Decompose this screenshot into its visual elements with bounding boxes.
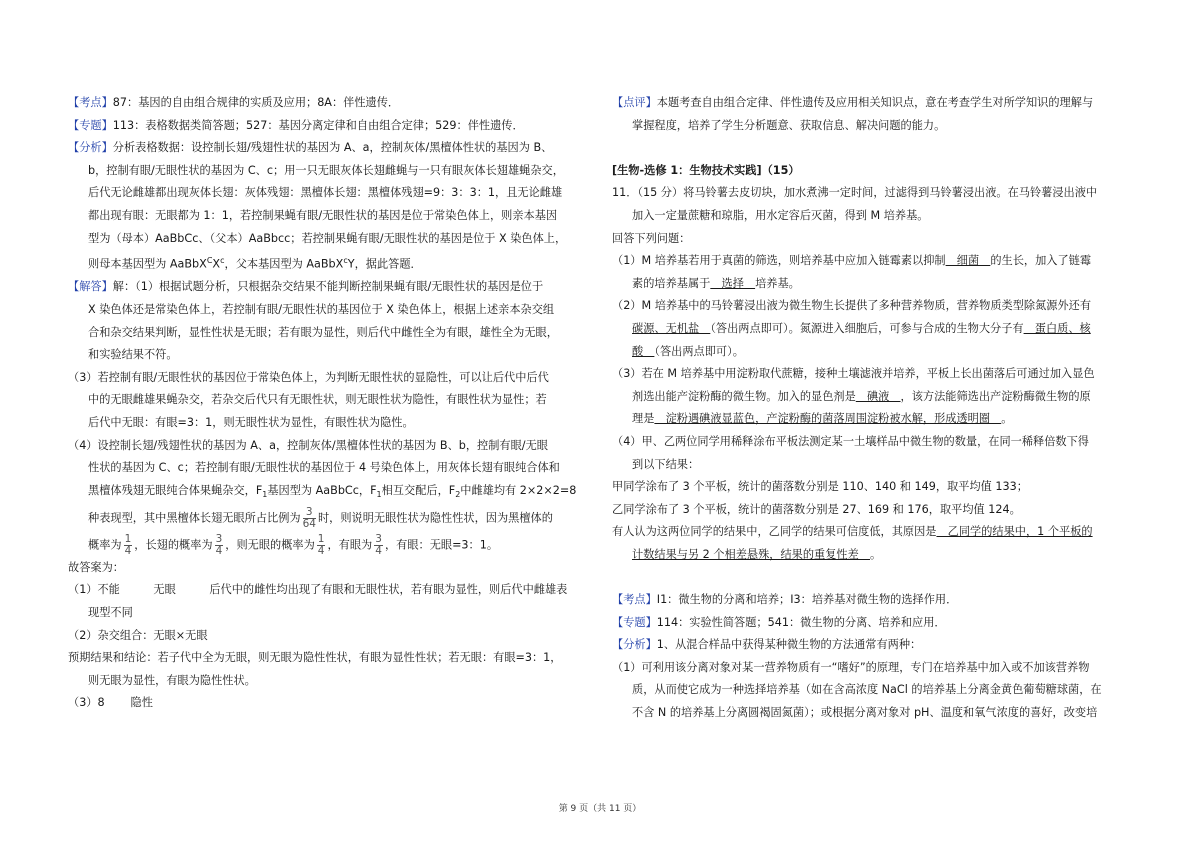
jieda-line	[68, 276, 598, 299]
text-run: 培养基。	[755, 276, 800, 290]
text-line: 乙同学涂布了 3 个平板，统计的菌落数分别是 27、169 和 176，取平均值 124。	[612, 502, 1021, 516]
text-line: （4）设控制长翅/残翅性状的基因为 A、a，控制灰体/黑檀体性状的基因为 B、b，控制有眼/无眼	[68, 438, 548, 452]
superscript: c	[220, 256, 225, 266]
section-heading: [生物-选修 1：生物技术实践]（15）	[612, 163, 800, 177]
answer-line	[612, 318, 1132, 341]
text-run: （答出两点即可）。氮源进入细胞后，可参与合成的生物大分子有	[710, 321, 1024, 335]
text-run: （1）M 培养基若用于真菌的筛选，则培养基中应加入链霉素以抑制	[612, 254, 946, 268]
numerator: 1	[124, 532, 132, 545]
text-line: 不含 N 的培养基上分离圆褐固氮菌）；或根据分离对象对 pH、温度和氧气浓度的喜好，改变培	[632, 706, 1098, 720]
fraction	[374, 534, 383, 557]
text-line: （3）若在 M 培养基中用淀粉取代蔗糖，接种土壤滤液并培养，平板上长出菌落后可通过加入显色	[612, 367, 1095, 381]
text-line: 和实验结果不符。	[88, 348, 178, 362]
fraction	[124, 534, 133, 557]
text-run: 的生长，加入了链霉	[990, 254, 1092, 268]
text-line: （4）甲、乙两位同学用稀释涂布平板法测定某一土壤样品中微生物的数量，在同一稀释倍数下得	[612, 434, 1089, 448]
question-stem: 11．（15 分）将马铃薯去皮切块，加水煮沸一定时间，过滤得到马铃薯浸出液。在马铃薯浸出液中	[612, 186, 1098, 200]
text-line: 合和杂交结果判断，显性性状是无眼；若有眼为显性，则后代中雌性全为有眼，雄性全为无眼，	[88, 325, 558, 339]
text-line: I1：微生物的分离和培养；I3：培养基对微生物的选择作用．	[656, 593, 958, 607]
denominator: 4	[215, 544, 223, 557]
section-tag-jieda: 【解答】	[68, 280, 113, 294]
text-line: 甲同学涂布了 3 个平板，统计的菌落数分别是 110、140 和 149，取平均值 133；	[612, 480, 1028, 494]
text-line: 则无眼为显性，有眼为隐性性状。	[88, 673, 256, 687]
text-run: 则母本基因型为 AaBbX	[88, 257, 207, 271]
kaodian-line	[68, 92, 598, 115]
text-line: 114：实验性简答题；541：微生物的分离、培养和应用．	[656, 615, 946, 629]
text-run: 相互交配后，F	[381, 483, 456, 497]
zhuanti-line	[68, 115, 598, 138]
numerator: 1	[317, 532, 325, 545]
text-run: ，有眼：无眼=3：1。	[384, 538, 499, 552]
section-tag-zhuanti: 【专题】	[612, 615, 657, 629]
spacer	[612, 137, 1132, 160]
superscript: c	[343, 256, 348, 266]
answer-blank: 乙同学的结果中，1 个平板的	[936, 525, 1093, 539]
text-line: 后代无论雌雄都出现灰体长翅：灰体残翅：黑檀体长翅：黑檀体残翅=9：3：3：1，且无论雌雄	[88, 186, 563, 200]
genotype-line	[68, 250, 598, 276]
zhuanti-line	[612, 612, 1132, 635]
text-line: 性状的基因为 C、c；若控制有眼/无眼性状的基因位于 4 号染色体上，用灰体长翅有眼纯合体和	[88, 461, 560, 475]
subscript: 1	[376, 490, 382, 500]
text-line: 中的无眼雌雄果蝇杂交，若杂交后代只有无眼性状，则无眼性状为隐性，有眼性状为显性；若	[88, 393, 547, 407]
section-tag-zhuanti: 【专题】	[68, 118, 113, 132]
text-line: 都出现有眼：无眼都为 1：1，若控制果蝇有眼/无眼性状的基因是位于常染色体上，则亲本基因	[88, 208, 558, 222]
text-line: （3）若控制有眼/无眼性状的基因位于常染色体上，为判断无眼性状的显隐性，可以让后代中后代	[68, 370, 549, 384]
answer-line	[612, 544, 1132, 567]
text-line: 掌握程度，培养了学生分析题意、获取信息、解决问题的能力。	[632, 118, 946, 132]
answer-line	[612, 386, 1132, 409]
text-line: （1）不能 无眼 后代中的雌性均出现了有眼和无眼性状，若有眼为显性，则后代中雌雄表	[68, 583, 568, 597]
text-line: b，控制有眼/无眼性状的基因为 C、c；用一只无眼灰体长翅雌蝇与一只有眼灰体长翅雄蝇杂交，	[88, 163, 564, 177]
answer-line	[612, 250, 1132, 273]
text-run: ，父本基因型为 AaBbX	[224, 257, 344, 271]
text-line: 加入一定量蔗糖和琼脂，用水定容后灭菌，得到 M 培养基。	[632, 208, 929, 222]
text-run: 素的培养基属于	[632, 276, 711, 290]
denominator: 4	[375, 544, 382, 557]
text-line: 87：基因的自由组合规律的实质及应用；8A：伴性遗传．	[112, 96, 400, 109]
text-line: （1）可利用该分离对象对某一营养物质有一“嗜好”的原理，专门在培养基中加入或不加该营养物	[612, 660, 1090, 674]
fraction	[317, 534, 326, 557]
fraction	[303, 507, 316, 530]
section-tag-fenxi: 【分析】	[612, 638, 657, 652]
section-tag-dianping: 【点评】	[612, 96, 657, 109]
text-run: 剂选出能产淀粉酶的微生物。加入的显色剂是	[632, 389, 856, 403]
section-tag-kaodian: 【考点】	[612, 593, 657, 607]
text-run: ，有眼为	[327, 538, 373, 552]
answer-line	[612, 408, 1132, 431]
subscript: 1	[262, 490, 268, 500]
text-run: 中雌雄均有 2×2×2=8	[460, 483, 577, 497]
text-line: 预期结果和结论：若子代中全为无眼，则无眼为隐性性状，有眼为显性性状；若无眼：有眼=3：1，	[68, 651, 562, 665]
text-run: ，该方法能筛选出产淀粉酶微生物的原	[900, 389, 1091, 403]
answer-blank: 选择	[710, 276, 756, 290]
denominator: 4	[124, 544, 132, 557]
f-generation-line	[68, 480, 598, 507]
subscript: 2	[455, 490, 461, 500]
fenxi-line	[68, 137, 598, 160]
numerator: 3	[215, 532, 223, 545]
text-line: 现型不同	[88, 606, 133, 620]
text-line: X 染色体还是常染色体上，若控制有眼/无眼性状的基因位于 X 染色体上，根据上述亲本杂交组	[88, 303, 555, 317]
text-run: X	[212, 257, 221, 271]
fraction	[215, 534, 224, 557]
probability-line	[68, 534, 598, 557]
text-line: 113：表格数据类简答题；527：基因分离定律和自由组合定律；529：伴性遗传．	[112, 118, 524, 132]
text-run: 黑檀体残翅无眼纯合体果蝇杂交，F	[88, 483, 263, 497]
fraction-line	[68, 507, 598, 530]
denominator: 64	[302, 517, 316, 530]
answer-blank: 淀粉遇碘液显蓝色，产淀粉酶的菌落周围淀粉被水解，形成透明圈	[654, 412, 1002, 426]
text-line: 本题考查自由组合定律、伴性遗传及应用相关知识点，意在考查学生对所学知识的理解与	[656, 96, 1094, 109]
answer-blank: 酸	[632, 344, 655, 358]
text-run: ，则无眼的概率为	[225, 538, 315, 552]
answer-blank: 计数结果与另 2 个相差悬殊，结果的重复性差	[632, 547, 870, 561]
section-tag-kaodian: 【考点】	[68, 96, 113, 109]
text-line: 1、从混合样品中获得某种微生物的方法通常有两种：	[656, 638, 922, 652]
text-run: 理是	[632, 412, 655, 426]
text-line: （3）8 隐性	[68, 696, 153, 710]
text-run: 时，则说明无眼性状为隐性性状，因为黑檀体的	[317, 511, 553, 525]
text-line: 分析表格数据：设控制长翅/残翅性状的基因为 A、a，控制灰体/黑檀体性状的基因为 B、	[112, 141, 553, 155]
fenxi-line	[612, 634, 1132, 657]
answer-blank: 碘液	[855, 389, 901, 403]
text-run: 种表现型，其中黑檀体长翅无眼所占比例为	[88, 511, 301, 525]
numerator: 3	[375, 532, 382, 545]
answer-line	[612, 273, 1132, 296]
text-run: Y，据此答题．	[347, 257, 422, 271]
text-line: 解：（1）根据试题分析，只根据杂交结果不能判断控制果蝇有眼/无眼性状的基因是位于	[112, 280, 544, 294]
answer-heading: 故答案为：	[68, 560, 124, 574]
spacer	[612, 566, 1132, 589]
text-run: ，长翅的概率为	[134, 538, 213, 552]
answer-blank: 碳源、无机盐	[632, 321, 711, 335]
text-run: 。	[869, 547, 882, 561]
answer-blank: 细菌	[945, 254, 991, 268]
answer-line	[612, 341, 1132, 364]
text-run: （答出两点即可）。	[654, 344, 744, 358]
text-line: 型为（母本）AaBbCc、（父本）AaBbcc；若控制果蝇有眼/无眼性状的基因是位于 X 染色体上，	[88, 231, 567, 245]
numerator: 3	[303, 507, 316, 519]
page-footer: 第 9 页（共 11 页）	[558, 804, 642, 814]
text-run: 概率为	[88, 538, 122, 552]
text-line: 到以下结果：	[632, 457, 700, 471]
right-column	[612, 92, 1132, 725]
text-line: 回答下列问题：	[612, 231, 691, 245]
answer-blank: 蛋白质、核	[1023, 321, 1091, 335]
text-run: 有人认为这两位同学的结果中，乙同学的结果可信度低，其原因是	[612, 525, 937, 539]
text-run: 基因型为 AaBbCc，F	[267, 483, 377, 497]
superscript: C	[206, 256, 213, 266]
text-line: （2）M 培养基中的马铃薯浸出液为微生物生长提供了多种营养物质，营养物质类型除氮源外还有	[612, 299, 1092, 313]
section-tag-fenxi: 【分析】	[68, 141, 113, 155]
left-column	[68, 92, 598, 715]
dianping-line	[612, 92, 1132, 115]
text-line: （2）杂交组合：无眼×无眼	[68, 628, 208, 642]
answer-line	[612, 521, 1132, 544]
text-run: 。	[1001, 412, 1013, 426]
denominator: 4	[317, 544, 325, 557]
text-line: 后代中无眼：有眼=3：1，则无眼性状为显性，有眼性状为隐性。	[88, 416, 414, 430]
kaodian-line	[612, 589, 1132, 612]
text-line: 质，从而使它成为一种选择培养基（如在含高浓度 NaCl 的培养基上分离金黄色葡萄糖球菌，在	[632, 683, 1102, 697]
